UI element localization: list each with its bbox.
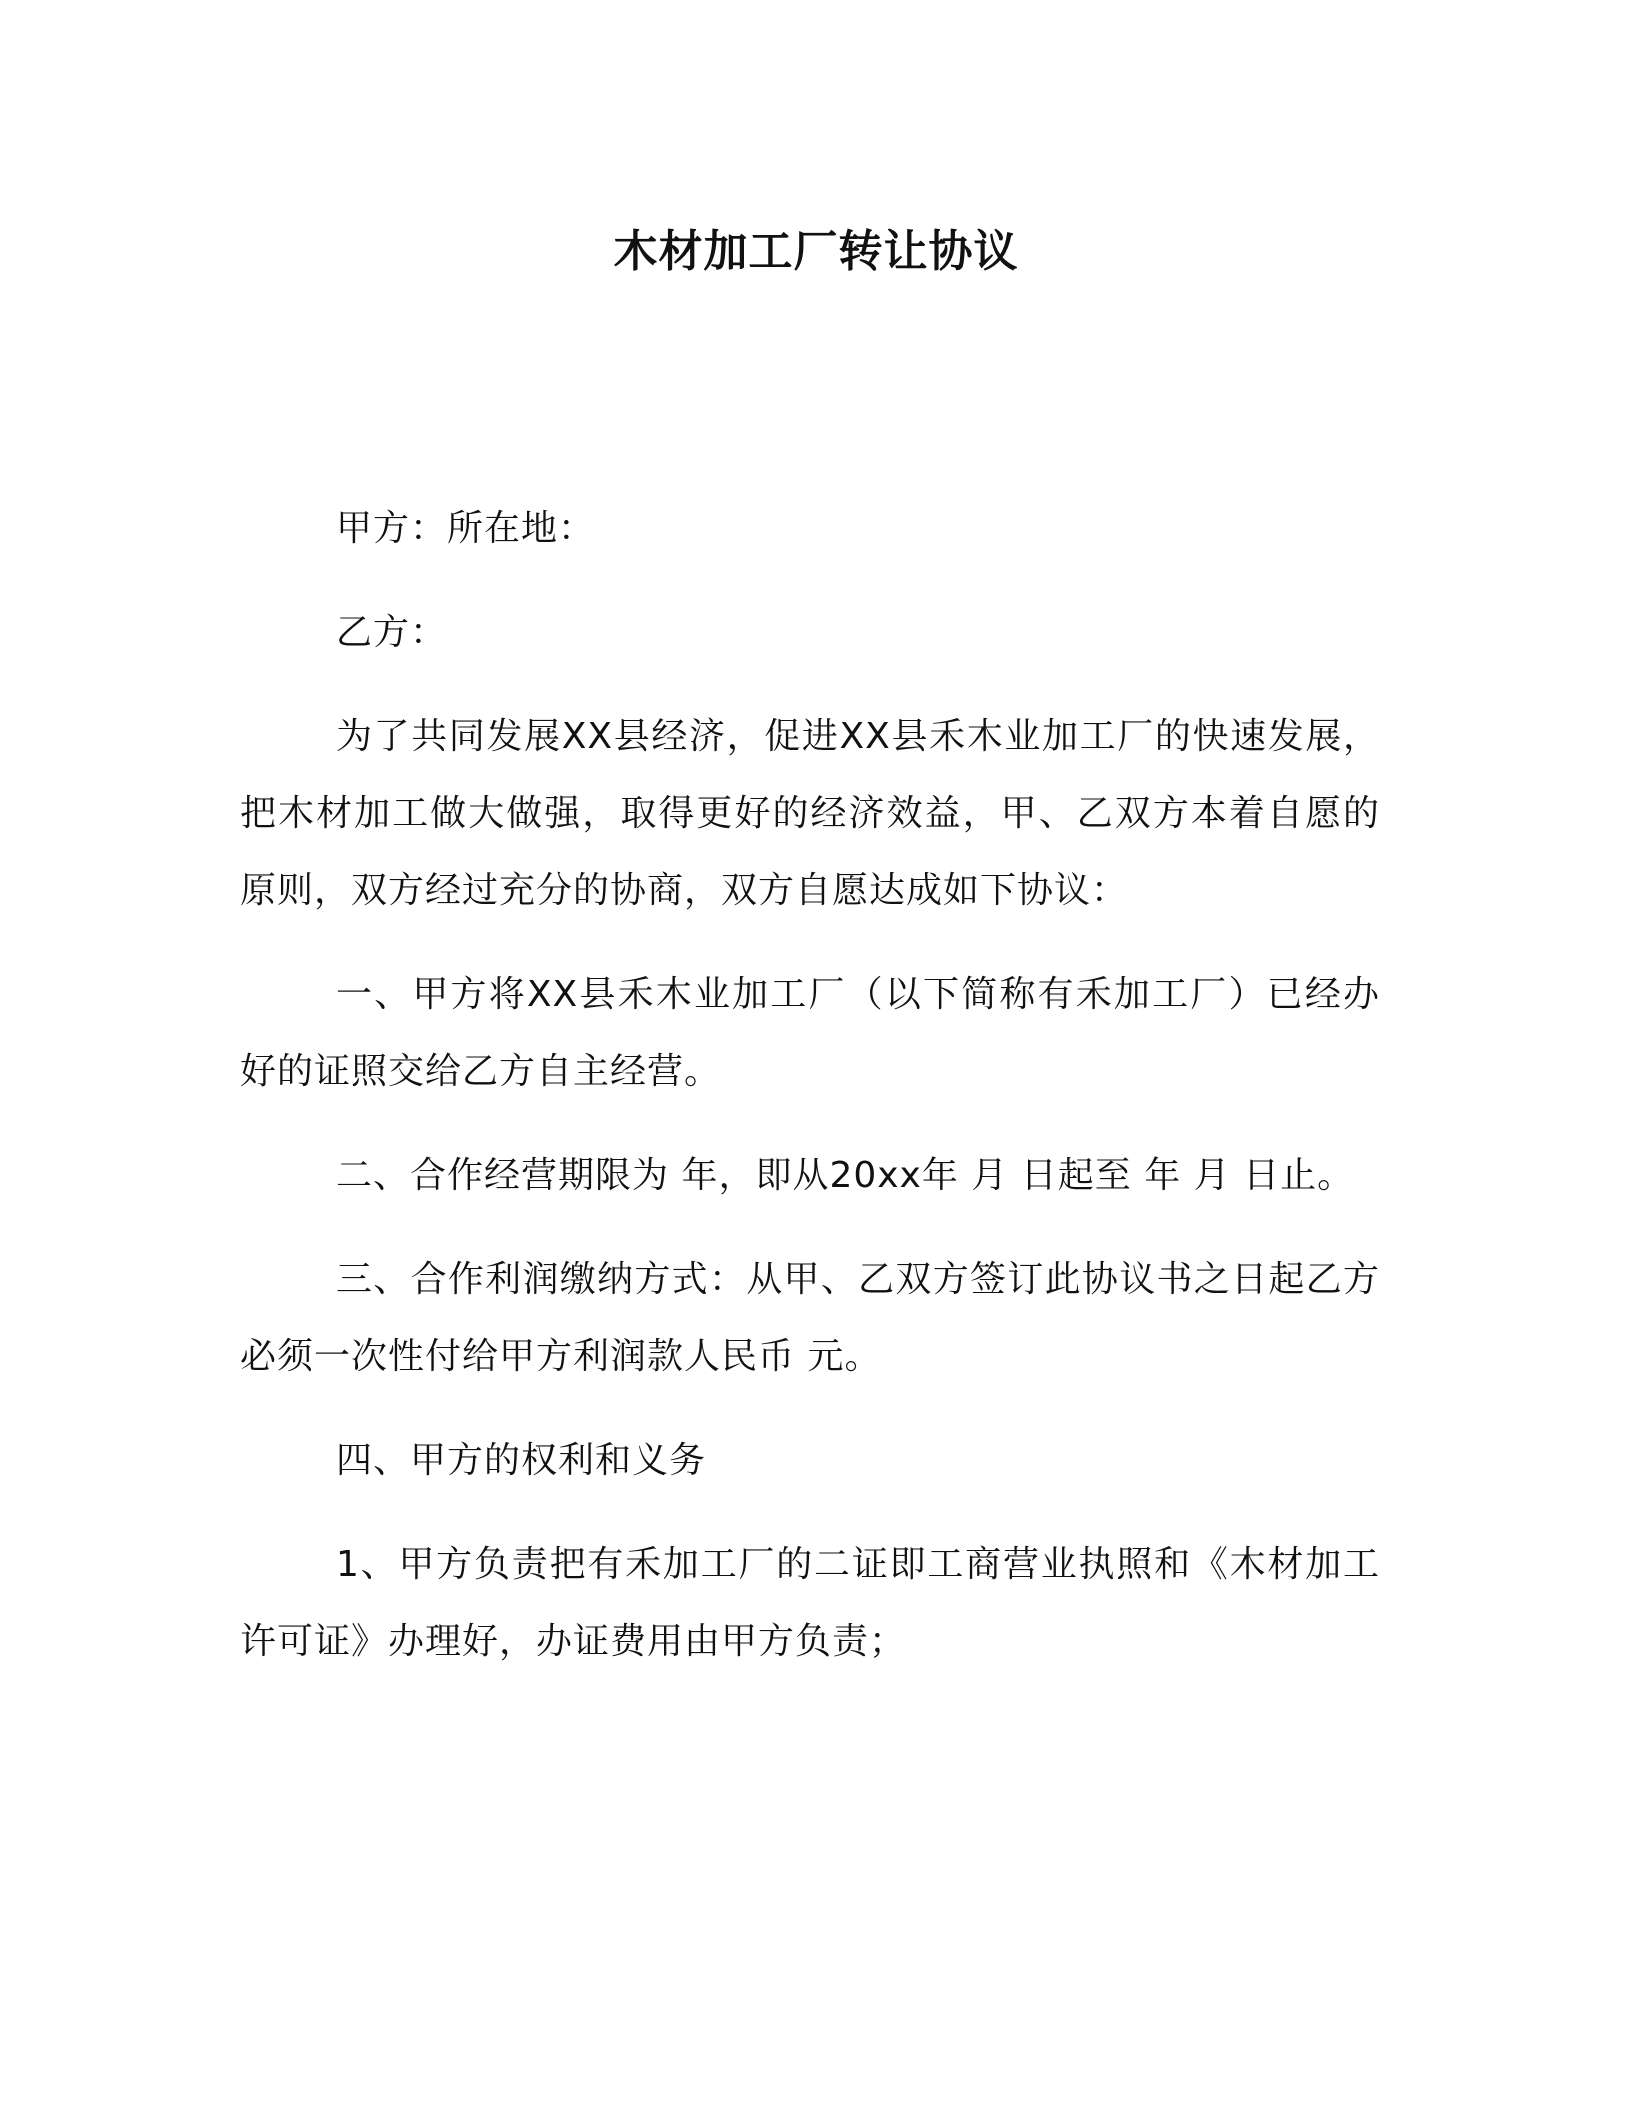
clause-4-heading: 四、甲方的权利和义务: [336, 1440, 707, 1481]
party-b-line: 乙方：: [336, 612, 448, 653]
preamble-paragraph: 为了共同发展XX县经济，促进XX县禾木业加工厂的快速发展，把木材加工做大做强，取得更好的经济效益，甲、乙双方本着自愿的原则，双方经过充分的协商，双方自愿达成如下协议：: [240, 716, 1380, 911]
clause-3: 三、合作利润缴纳方式：从甲、乙双方签订此协议书之日起乙方必须一次性付给甲方利润款人民币 元。: [240, 1259, 1380, 1377]
clause-4-item-1: 1、甲方负责把有禾加工厂的二证即工商营业执照和《木材加工许可证》办理好，办证费用由甲方负责；: [240, 1544, 1380, 1662]
clause-1: 一、甲方将XX县禾木业加工厂（以下简称有禾加工厂）已经办好的证照交给乙方自主经营。: [240, 974, 1380, 1092]
party-a-line: 甲方：所在地：: [336, 508, 596, 549]
clause-2: 二、合作经营期限为 年，即从20xx年 月 日起至 年 月 日止。: [336, 1155, 1355, 1196]
document-title: 木材加工厂转让协议: [613, 226, 1019, 277]
document-body: [240, 490, 1380, 1707]
